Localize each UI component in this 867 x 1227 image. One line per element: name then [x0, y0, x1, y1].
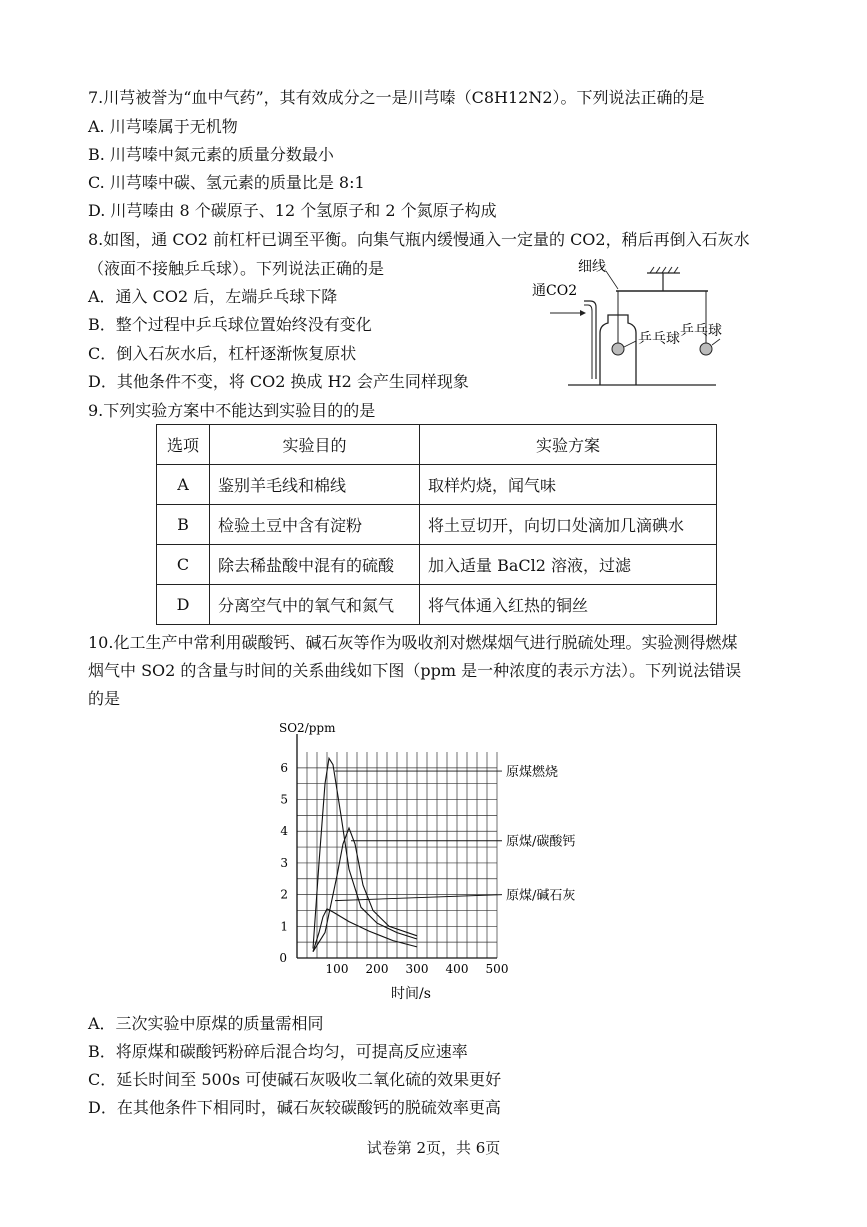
- table-cell: 加入适量 BaCl2 溶液，过滤: [420, 545, 717, 585]
- table-row: [157, 465, 717, 505]
- table-cell: D: [157, 585, 210, 625]
- origin-label: 0: [279, 951, 287, 965]
- table-header-row: [157, 425, 717, 465]
- q10-stem-line3: 的是: [88, 689, 121, 708]
- y-tick-label: 3: [280, 855, 288, 870]
- chart-series: [313, 758, 502, 951]
- q10-option-d: D．在其他条件下相同时，碱石灰较碳酸钙的脱硫效率更高: [88, 1098, 501, 1117]
- q10-option-c: C．延长时间至 500s 可使碱石灰吸收二氧化硫的效果更好: [88, 1070, 502, 1089]
- x-tick-label: 300: [405, 962, 429, 976]
- q8-option-c: C．倒入石灰水后，杠杆逐渐恢复原状: [88, 344, 357, 363]
- series-label: 原煤燃烧: [506, 765, 559, 781]
- y-tick-label: 6: [280, 760, 288, 775]
- y-tick-label: 2: [280, 887, 288, 902]
- page-footer: 试卷第 2页，共 6页: [366, 1139, 501, 1157]
- q8-option-b: B．整个过程中乒乓球位置始终没有变化: [88, 315, 372, 334]
- q7-option-b: B. 川芎嗪中氮元素的质量分数最小: [88, 145, 334, 164]
- series-line: [313, 828, 417, 952]
- q8-option-a: A．通入 CO2 后，左端乒乓球下降: [88, 287, 338, 306]
- thread-label: 细线: [578, 259, 606, 275]
- table-cell: 将气体通入红热的铜丝: [420, 585, 717, 625]
- so2-chart: [270, 712, 615, 1010]
- table-row: [157, 585, 717, 625]
- q10-option-b: B．将原煤和碳酸钙粉碎后混合均匀，可提高反应速率: [88, 1042, 468, 1061]
- table-cell: C: [157, 545, 210, 585]
- x-tick-label: 500: [485, 962, 509, 976]
- x-axis-label: 时间/s: [391, 986, 431, 1002]
- x-tick-label: 400: [445, 962, 469, 976]
- left-ball-label: 乒乓球: [638, 331, 680, 347]
- x-tick-label: 200: [365, 962, 389, 976]
- header-plan: 实验方案: [420, 425, 717, 465]
- q8-option-d: D．其他条件不变，将 CO2 换成 H2 会产生同样现象: [88, 372, 469, 391]
- q7-option-a: A. 川芎嗪属于无机物: [88, 117, 238, 136]
- y-tick-label: 4: [280, 824, 288, 839]
- table-row: [157, 505, 717, 545]
- q7-option-c: C. 川芎嗪中碳、氢元素的质量比是 8:1: [88, 173, 365, 192]
- series-line: [313, 758, 417, 948]
- table-cell: A: [157, 465, 210, 505]
- table-cell: 取样灼烧，闻气味: [420, 465, 717, 505]
- q7-stem: 7.川芎被誉为“血中气药”，其有效成分之一是川芎嗪（C8H12N2）。下列说法正确的是: [88, 88, 705, 107]
- q10-stem-line1: 10.化工生产中常利用碳酸钙、碱石灰等作为吸收剂对燃煤烟气进行脱硫处理。实验测得燃煤: [88, 633, 738, 652]
- experiment-table: [156, 424, 717, 625]
- header-purpose: 实验目的: [210, 425, 420, 465]
- q9-stem: 9.下列实验方案中不能达到实验目的的是: [88, 401, 376, 420]
- q8-stem-line2: （液面不接触乒乓球）。下列说法正确的是: [88, 259, 385, 278]
- table-cell: 鉴别羊毛线和棉线: [210, 465, 420, 505]
- series-label: 原煤/碱石灰: [506, 888, 576, 904]
- table-cell: 分离空气中的氧气和氮气: [210, 585, 420, 625]
- table-cell: 检验土豆中含有淀粉: [210, 505, 420, 545]
- q10-option-a: A．三次实验中原煤的质量需相同: [88, 1014, 324, 1033]
- y-tick-label: 5: [280, 792, 288, 807]
- inlet-label: 通CO2: [532, 283, 578, 299]
- chart-grid: [297, 752, 497, 958]
- x-tick-label: 100: [325, 962, 349, 976]
- header-option: 选项: [157, 425, 210, 465]
- series-label: 原煤/碳酸钙: [506, 834, 576, 850]
- q8-stem-line1: 8.如图，通 CO2 前杠杆已调至平衡。向集气瓶内缓慢通入一定量的 CO2，稍后再倒入石灰水: [88, 230, 750, 249]
- table-cell: 将土豆切开，向切口处滴加几滴碘水: [420, 505, 717, 545]
- q10-stem-line2: 烟气中 SO2 的含量与时间的关系曲线如下图（ppm 是一种浓度的表示方法）。下列说法错误: [88, 661, 742, 680]
- y-axis-label: SO2/ppm: [279, 721, 336, 735]
- right-ball-label: 乒乓球: [680, 323, 722, 339]
- table-cell: B: [157, 505, 210, 545]
- q7-option-d: D. 川芎嗪由 8 个碳原子、12 个氢原子和 2 个氮原子构成: [88, 201, 497, 220]
- table-cell: 除去稀盐酸中混有的硫酸: [210, 545, 420, 585]
- lever-apparatus-figure: [530, 255, 730, 390]
- table-row: [157, 545, 717, 585]
- y-tick-label: 1: [280, 919, 288, 934]
